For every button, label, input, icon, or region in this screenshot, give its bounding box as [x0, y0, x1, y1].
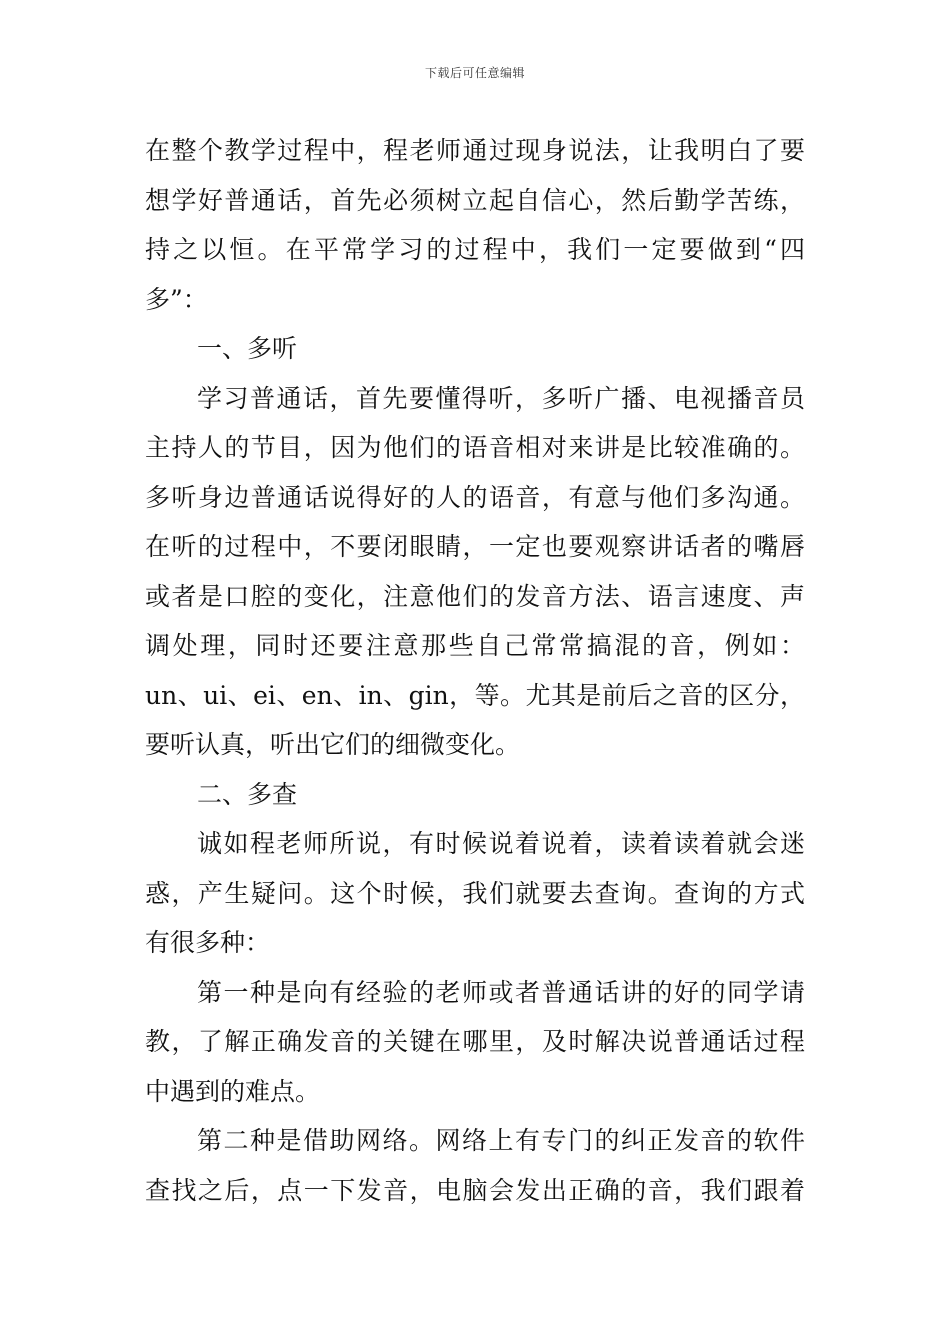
text-line: 第二种是借助网络。网络上有专门的纠正发音的软件: [197, 1126, 805, 1155]
page-header: 下载后可任意编辑: [424, 66, 525, 80]
text-line: 调处理，同时还要注意那些自己常常搞混的音，例如：: [145, 631, 805, 660]
text-line: 要听认真，听出它们的细微变化。: [145, 730, 521, 759]
text-line: 诚如程老师所说，有时候说着说着，读着读着就会迷: [197, 829, 805, 858]
text-line: 查找之后，点一下发音，电脑会发出正确的音，我们跟着: [145, 1175, 805, 1205]
text-line: 在整个教学过程中，程老师通过现身说法，让我明白了要: [145, 136, 805, 165]
text-line: 教，了解正确发音的关键在哪里，及时解决说普通话过程: [145, 1027, 805, 1056]
section-heading-check: 二、多查: [197, 779, 298, 809]
text-line: 中遇到的难点。: [145, 1076, 321, 1106]
document-body: [145, 126, 805, 1215]
text-line: 惑，产生疑问。这个时候，我们就要去查询。查询的方式: [145, 878, 805, 908]
text-line: un、ui、ei、en、in、gin，等。尤其是前后之音的区分，: [145, 680, 805, 710]
text-line: 或者是口腔的变化，注意他们的发音方法、语言速度、声: [145, 581, 805, 611]
text-line: 持之以恒。在平常学习的过程中，我们一定要做到“四: [145, 235, 805, 264]
text-line: 想学好普通话，首先必须树立起自信心，然后勤学苦练，: [145, 185, 805, 215]
text-line: 有很多种：: [145, 928, 271, 957]
text-line: 第一种是向有经验的老师或者普通话讲的好的同学请: [197, 977, 805, 1007]
text-line: 在听的过程中，不要闭眼睛，一定也要观察讲话者的嘴唇: [145, 532, 805, 561]
text-line: 多”：: [145, 284, 208, 314]
text-line: 学习普通话，首先要懂得听，多听广播、电视播音员: [197, 383, 805, 413]
text-line: 多听身边普通话说得好的人的语音，有意与他们多沟通。: [145, 482, 805, 512]
text-line: 主持人的节目，因为他们的语音相对来讲是比较准确的。: [145, 433, 805, 462]
section-heading-listen: 一、多听: [197, 334, 298, 363]
